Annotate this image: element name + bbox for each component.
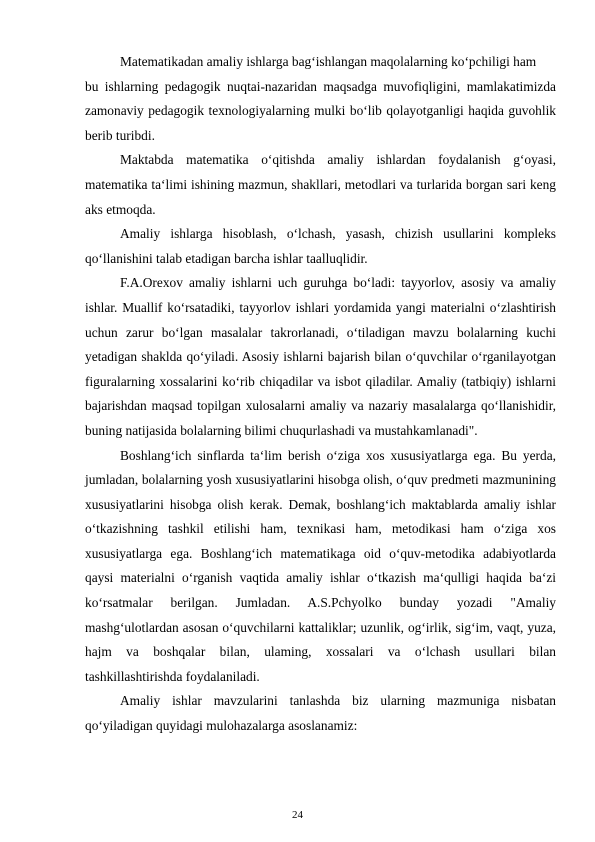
paragraph-2: bu ishlarning pedagogik nuqtai-nazaridan maqsadga muvofiqligini, mamlakatimizda zamonaviy pedagogik texnologiyalarning mulki bo‘lib qolayotganligi haqida guvohlik berib turibdi. bbox=[85, 78, 556, 143]
paragraph-3: Maktabda matematika o‘qitishda amaliy ishlardan foydalanish g‘oyasi, matematika ta‘limi ishining mazmun, shakllari, metodlari va turlarida borgan sari keng aks etmoqda. bbox=[85, 152, 556, 217]
paragraph-7: Amaliy ishlar mavzularini tanlashda biz ularning mazmuniga nisbatan qo‘yiladigan quyidagi mulohazalarga asoslanamiz: bbox=[85, 693, 556, 734]
paragraph-6: Boshlang‘ich sinflarda ta‘lim berish o‘ziga xos xususiyatlarga ega. Bu yerda, jumladan, bolalarning yosh xususiyatlarini hisobga olish, o‘quv predmeti mazmunining xususiyatlarini hisobga olish kerak. Demak, boshlang‘ich maktablarda amaliy ishlar o‘tkazishning tashkil etilishi ham, texnikasi ham, metodikasi ham o‘ziga xos xususiyatlarga ega. Boshlang‘ich matematikaga oid o‘quv-metodika adabiyotlarda qaysi materialni o‘rganish vaqtida amaliy ishlar o‘tkazish ma‘qulligi haqida ba‘zi ko‘rsatmalar berilgan. Jumladan. A.S.Pchyolko bunday yozadi "Amaliy mashg‘ulotlardan asosan o‘quvchilarni kattaliklar; uzunlik, og‘irlik, sig‘im, vaqt, yuza, hajm va boshqalar bilan, ulaming, xossalari va o‘lchash usullari bilan tashkillashtirishda foydalaniladi. bbox=[85, 447, 556, 684]
paragraph-5: F.A.Orexov amaliy ishlarni uch guruhga bo‘ladi: tayyorlov, asosiy va amaliy ishlar. Muallif ko‘rsatadiki, tayyorlov ishlari yordamida yangi materialni o‘zlashtirish uchun zarur bo‘lgan masalalar takrorlanadi, o‘tiladigan mavzu bolalarning kuchi yetadigan shaklda qo‘yiladi. Asosiy ishlarni bajarish bilan o‘quvchilar o‘rganilayotgan figuralarning xossalarini ko‘rib chiqadilar va isbot qiladilar. Amaliy (tatbiqiy) ishlarni bajarishdan maqsad topilgan xulosalarni amaliy va nazariy masalalarga qo‘llanishidir, buning natijasida bolalarning bilimi chuqurlashadi va mustahkamlanadi". bbox=[85, 275, 556, 438]
paragraph-1: Matematikadan amaliy ishlarga bag‘ishlangan maqolalarning ko‘pchiligi ham bbox=[120, 54, 537, 69]
page-number: 24 bbox=[292, 809, 303, 821]
page-body bbox=[85, 50, 556, 739]
paragraph-4: Amaliy ishlarga hisoblash, o‘lchash, yasash, chizish usullarini kompleks qo‘llanishini talab etadigan barcha ishlar taalluqlidir. bbox=[85, 226, 556, 266]
